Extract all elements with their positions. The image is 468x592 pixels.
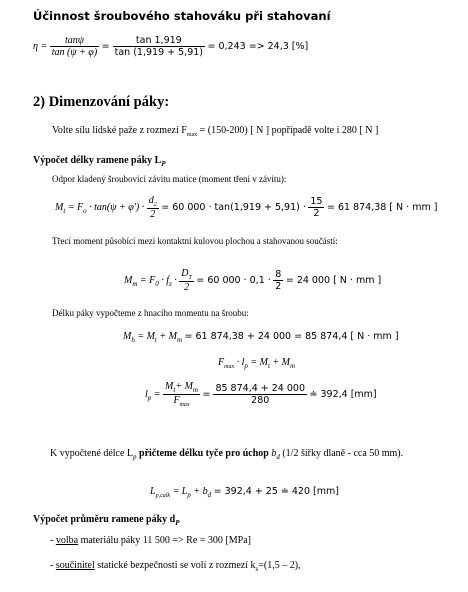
material-choice-item: - volba materiálu páky 11 500 => Re = 300 [MPa]	[50, 535, 251, 546]
lever-length-equation: $l_p$ = $\frac{M_t+ M_m}{F_{max}}$ = $\frac{85 874,4 + 24 000}{280}$ ≐ 392,4 [mm]	[145, 381, 377, 408]
fraction-numerator-values: tan 1,919	[113, 35, 205, 47]
efficiency-equation: η = $\frac{\tan\psi}{\tan (\psi + \varphi)}$ = $\frac{\tan 1,919}{\tan (1,919 + 5,91)}$ = 0,243 => 24,3 [%]	[33, 35, 309, 58]
lever-length-heading: Výpočet délky ramene páky $L_P$	[33, 155, 166, 168]
friction-moment-result: = 24 000 [ N · mm ]	[285, 274, 382, 286]
thread-moment-equation: $M_t = F_o \cdot \tan(\psi + \varphi')$ · $\frac{d_2}{2}$ = 60 000 · tan(1,919 + 5,91) · $\frac{15}{2}$ = 61 874,38 [ N · mm ]	[55, 195, 438, 220]
eta-lhs: η =	[33, 40, 48, 52]
fraction-denominator: tan (ψ + φ)	[51, 47, 98, 58]
fraction-values	[113, 35, 205, 58]
radius-fraction: $\frac{8}{2}$	[275, 269, 282, 292]
force-lever-equation: $F_{max} \cdot l_p = M_t + M_m$	[218, 357, 296, 370]
fraction-numerator: tanψ	[50, 35, 99, 47]
lever-length-text: Délku páky vypočteme z hnacího momentu na šroubu:	[52, 308, 249, 318]
section-heading: 2) Dimenzování páky:	[33, 94, 170, 110]
pitch-fraction: $\frac{15}{2}$	[310, 196, 323, 219]
moment-force-fraction: $\frac{M_t+ M_m}{F_{max}}$	[165, 381, 198, 408]
drive-moment-equation: $M_h = M_t + M_m = 61$ 874,38 + 24 000 = 85 874,4 [ N · mm ]	[123, 331, 399, 344]
safety-factor-item: - součinitel statické bezpečnosti se volí z rozmezí $k_s=(1,5 - 2)$,	[50, 560, 301, 573]
total-length-result: = 392,4 + 25 ≐ 420 [mm]	[213, 486, 339, 497]
friction-moment-equation: $M_m = F_0 \cdot f_z$ · $\frac{D_T}{2}$ = 60 000 · 0,1 · $\frac{8}{2}$ = 24 000 [ N · mm ]	[124, 268, 382, 293]
friction-moment-text: Třecí moment působící mezi kontaktní kulovou plochou a stahovanou součástí:	[52, 236, 338, 246]
value-fraction: $\frac{85 874,4 + 24 000}{280}$	[215, 383, 305, 406]
d2-fraction: $\frac{d_2}{2}$	[148, 195, 157, 220]
total-length-equation: $L_{p,calk} = L_p + b_d = 392,4 + 25$ ≐ 420 [mm]	[150, 486, 339, 499]
diameter-heading: Výpočet průměru ramene páky $d_P$	[33, 514, 180, 527]
dt-fraction: $\frac{D_T}{2}$	[181, 268, 192, 293]
thread-moment-result: = 61 874,38 [ N · mm ]	[326, 201, 438, 213]
page-title: Účinnost šroubového stahováku při stahovaní	[33, 9, 331, 23]
fraction-tan-psi	[50, 35, 99, 58]
force-range-text: Volte sílu lidské paže z rozmezí $F_{max} = (150-200)$ [ N ] popřípadě volte i 280 [ N ]	[52, 125, 379, 138]
drive-moment-result: = 61 874,38 + 24 000 = 85 874,4 [ N · mm ]	[184, 331, 399, 342]
efficiency-result: = 0,243 => 24,3 [%]	[207, 40, 309, 52]
fraction-denominator-values: tan (1,919 + 5,91)	[114, 47, 203, 58]
grip-length-text: K vypočtené délce $L_p$ přičteme délku tyče pro úchop $b_d$ (1/2 šířky dlaně - cca 50 mm).	[50, 448, 404, 461]
thread-resistance-text: Odpor kladený šroubovicí závitu matice (moment tření v závitu):	[52, 174, 287, 184]
lever-length-result: ≐ 392,4 [mm]	[309, 388, 377, 400]
